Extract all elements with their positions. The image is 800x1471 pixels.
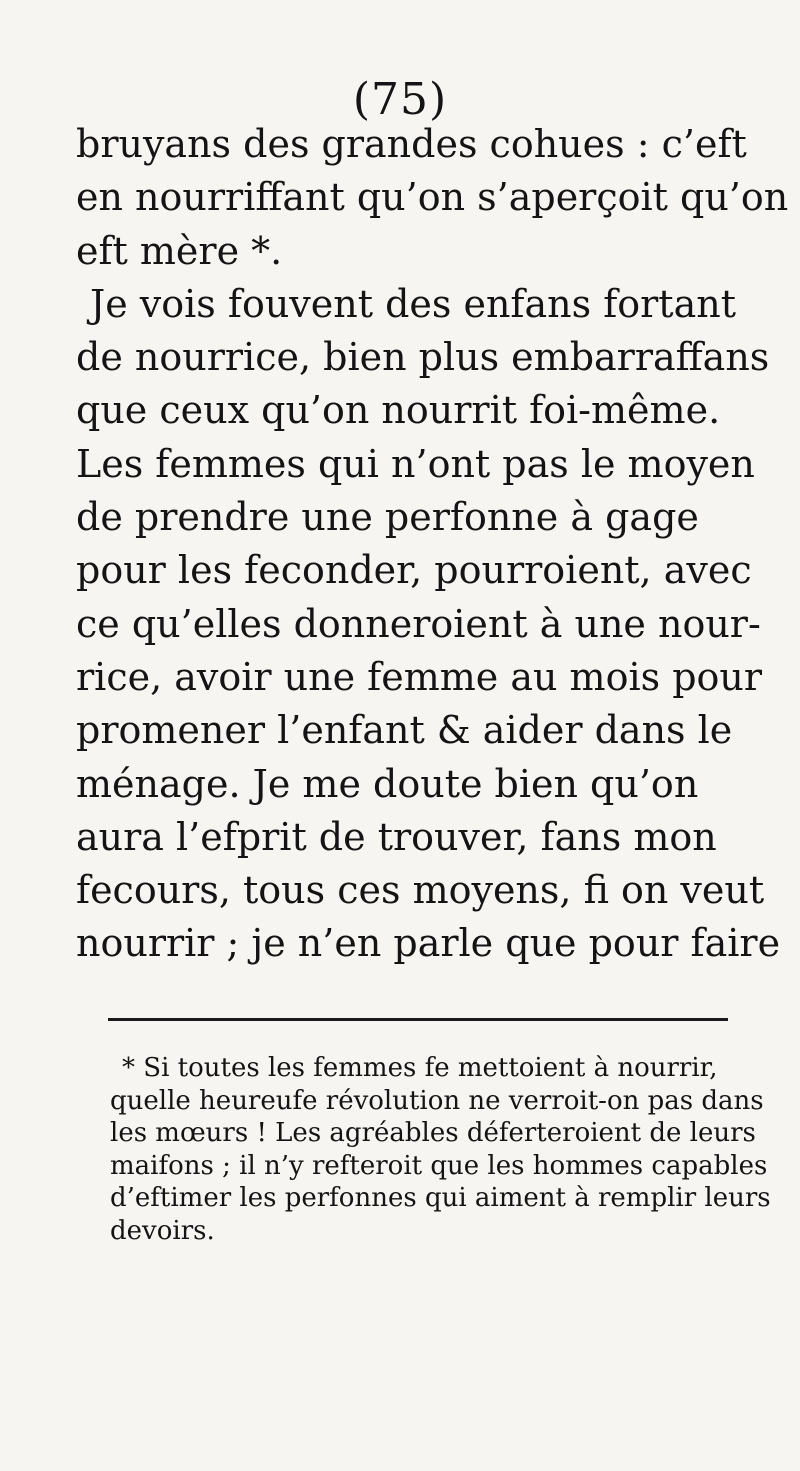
body-line: que ceux qu’on nourrit foi-même. bbox=[76, 388, 721, 433]
footnote-line: devoirs. bbox=[110, 1215, 215, 1246]
footnote-line: d’eftimer les perfonnes qui aiment à remplir leurs bbox=[110, 1183, 771, 1213]
body-line: en nourriffant qu’on s’aperçoit qu’on bbox=[76, 175, 789, 220]
body-line: nourrir ; je n’en parle que pour faire bbox=[76, 921, 781, 966]
footnote-line: quelle heureufe révolution ne verroit-on pas dans bbox=[110, 1085, 764, 1116]
body-line: ce qu’elles donneroient à une nour- bbox=[76, 601, 761, 646]
body-line: de nourrice, bien plus embarraffans bbox=[76, 335, 770, 380]
body-line: ménage. Je me doute bien qu’on bbox=[76, 761, 699, 806]
body-text bbox=[76, 118, 789, 971]
body-line: fecours, tous ces moyens, fi on veut bbox=[76, 868, 765, 913]
footnote-line: les mœurs ! Les agréables déferteroient de leurs bbox=[110, 1118, 756, 1148]
body-line: rice, avoir une femme au mois pour bbox=[76, 654, 763, 699]
footnote-line: * Si toutes les femmes fe mettoient à nourrir, bbox=[122, 1053, 718, 1083]
body-line: Les femmes qui n’ont pas le moyen bbox=[76, 441, 755, 486]
body-line: aura l’efprit de trouver, fans mon bbox=[76, 814, 717, 859]
body-line: de prendre une perfonne à gage bbox=[76, 495, 699, 540]
body-line: bruyans des grandes cohues : c’eft bbox=[76, 122, 747, 166]
body-line: promener l’enfant & aider dans le bbox=[76, 708, 733, 753]
footnote-line: maifons ; il n’y refteroit que les hommes capables bbox=[110, 1150, 768, 1181]
body-line: Je vois fouvent des enfans fortant bbox=[90, 281, 736, 326]
page-number: (75) bbox=[352, 74, 448, 125]
footnote bbox=[110, 1052, 771, 1247]
body-line: pour les feconder, pourroient, avec bbox=[76, 548, 752, 593]
body-line: eft mère *. bbox=[76, 228, 283, 273]
footnote-separator-rule bbox=[108, 1018, 728, 1021]
